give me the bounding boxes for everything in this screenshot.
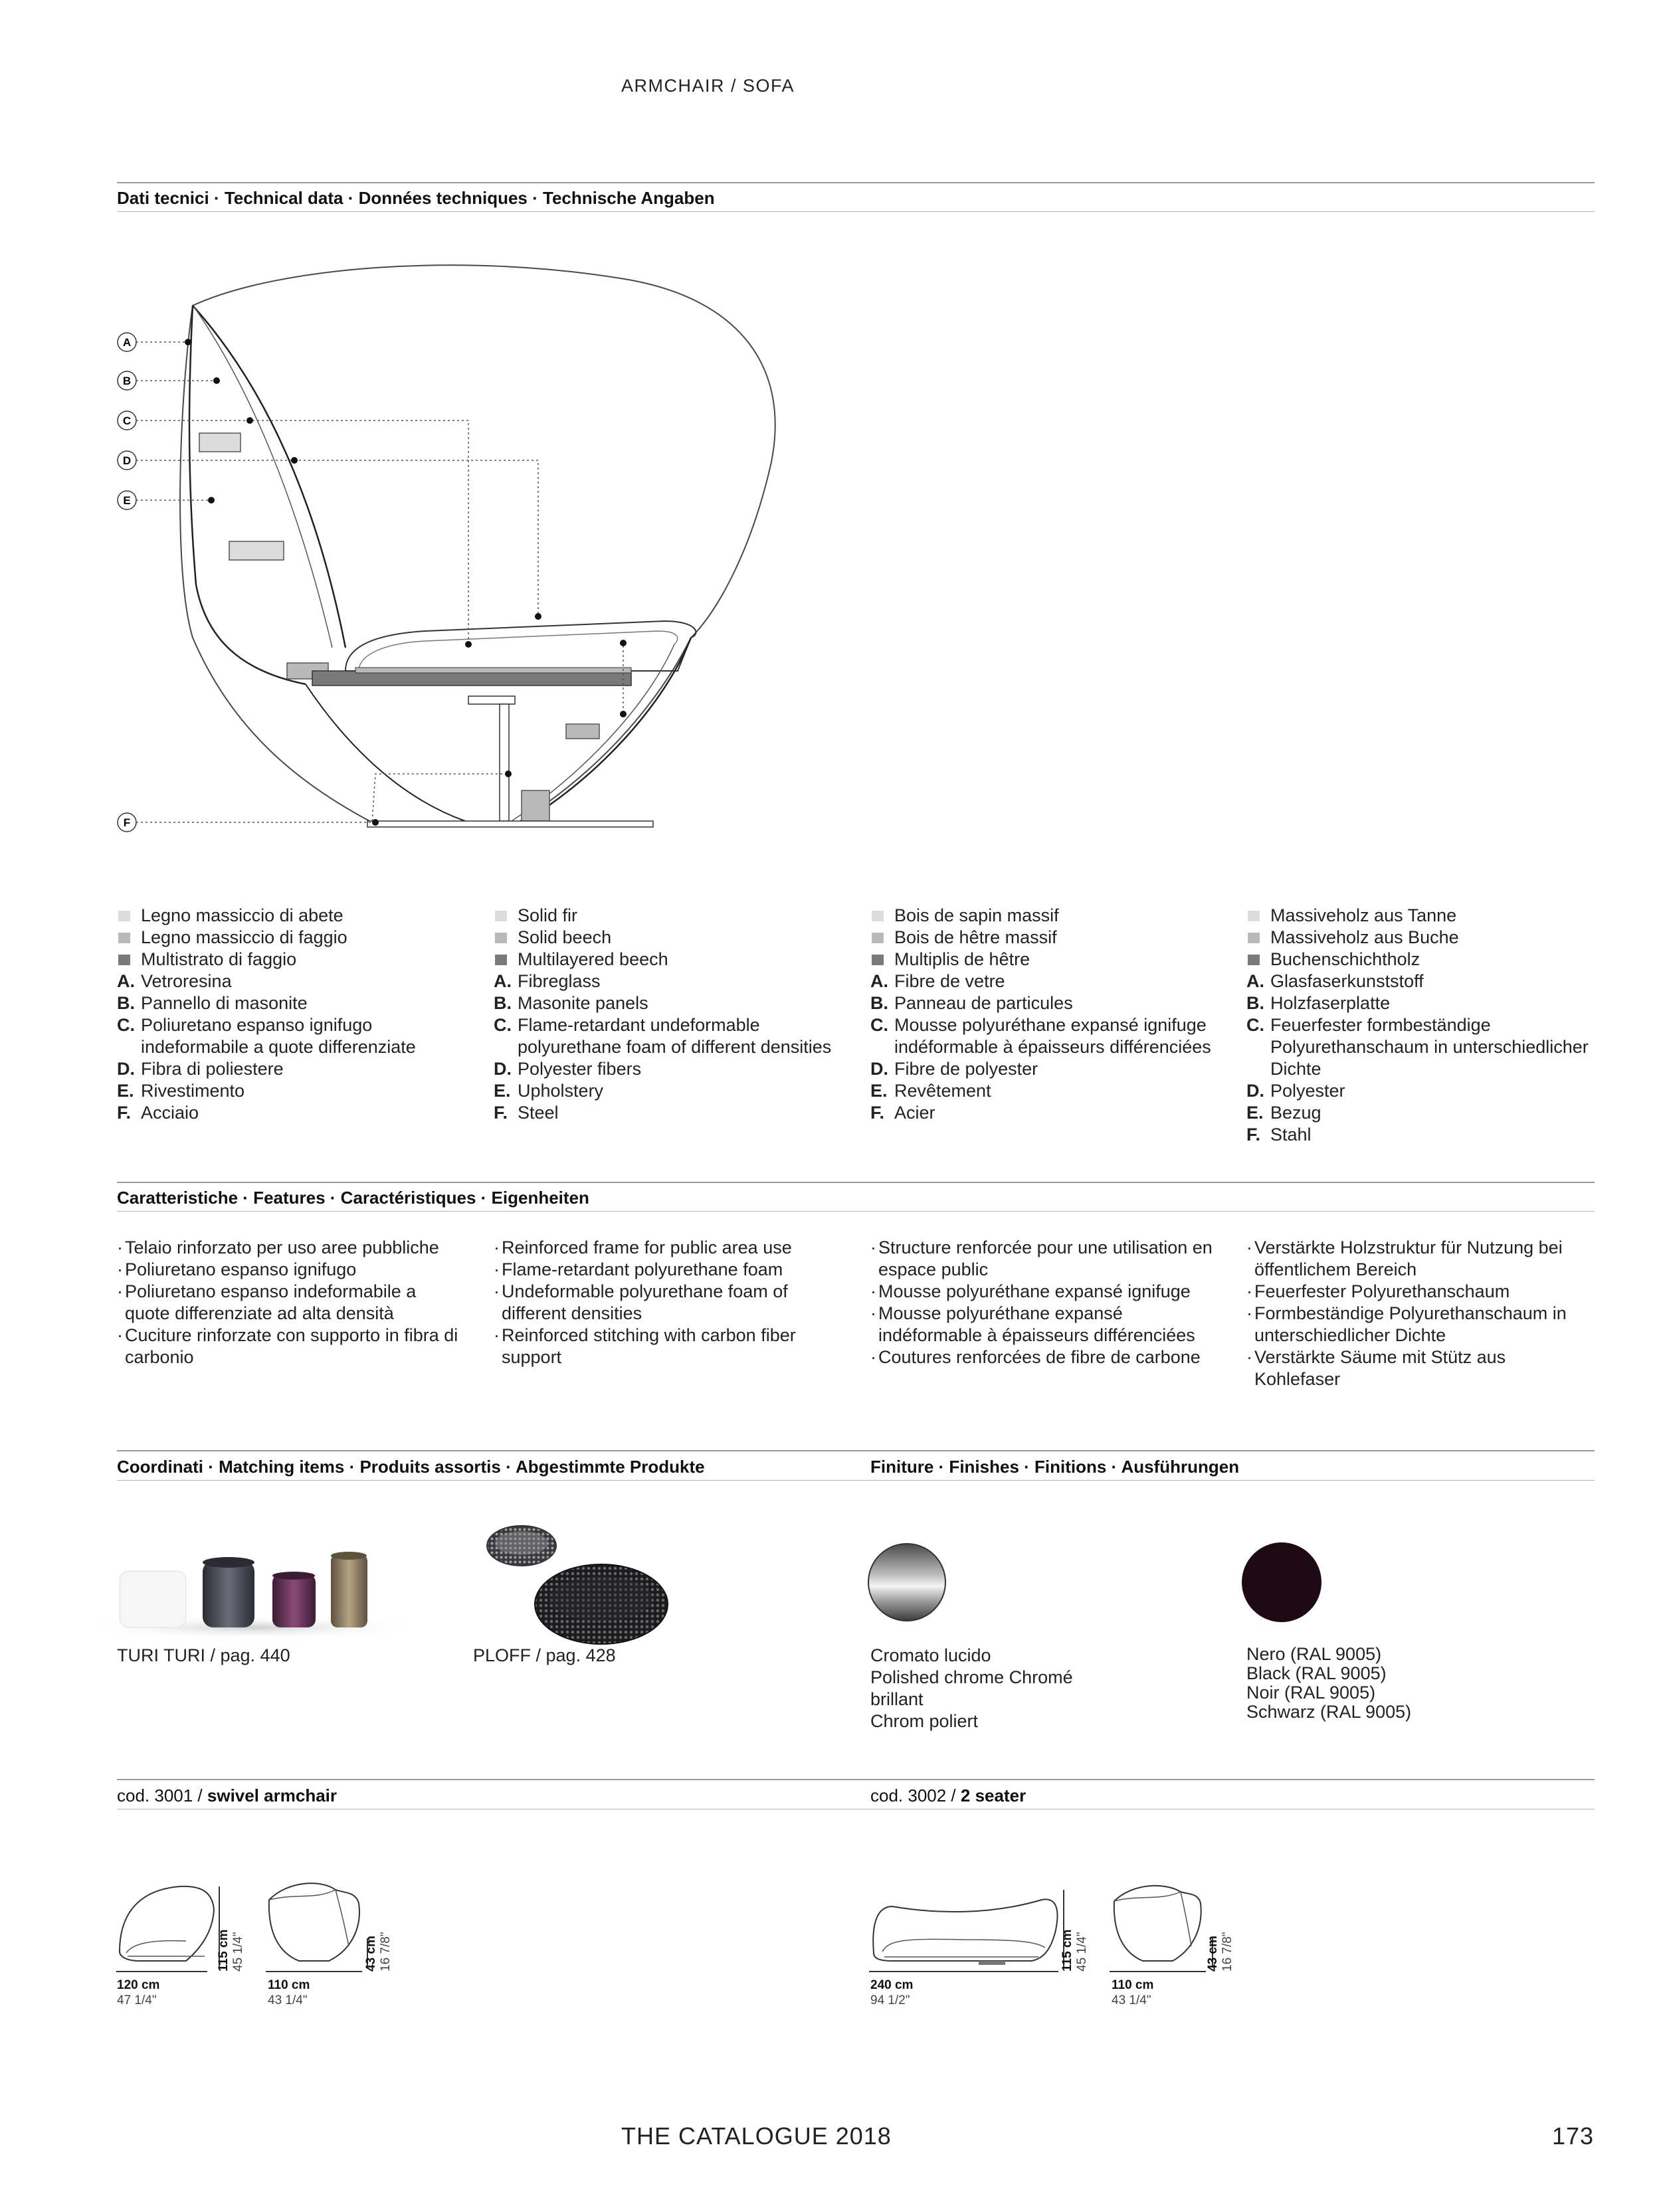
armchair-depth-cm: 110 cm xyxy=(268,1978,310,1992)
chrome-finish-swatch xyxy=(866,1541,952,1627)
rule-bottom-features xyxy=(117,1211,1595,1212)
feature-item: · Poliuretano espanso indeformabile a quote differenziate ad alta densità xyxy=(117,1281,417,1323)
feature-item: · Undeformable polyurethane foam of different densities xyxy=(494,1281,788,1323)
feature-item: · Reinforced stitching with carbon fiber support xyxy=(494,1325,796,1367)
callout-e: E xyxy=(123,494,131,507)
feature-item: · Structure renforcée pour une utilisation en espace public xyxy=(870,1238,1213,1279)
seat-cushion xyxy=(345,621,696,671)
technical-column-en xyxy=(494,905,856,1124)
legend-item: E. Rivestimento xyxy=(117,1081,245,1101)
black-finish-label: Nero (RAL 9005) Black (RAL 9005) Noir (RAL 9005) Schwarz (RAL 9005) xyxy=(1246,1644,1412,1722)
technical-column-it xyxy=(117,905,479,1124)
legend-swatch-item: Buchenschichtholz xyxy=(1246,949,1592,970)
turi-dark-stool xyxy=(203,1561,254,1627)
swatch-light-icon xyxy=(1248,911,1260,921)
feature-item: · Cuciture rinforzate con supporto in fibra di carbonio xyxy=(117,1325,458,1367)
wood-block-1 xyxy=(199,433,241,452)
armchair-height-dim: 115 cm 45 1/4" xyxy=(217,1929,245,1972)
armchair-seat-dim: 43 cm 16 7/8" xyxy=(364,1932,393,1972)
finishes-heading: Finiture · Finishes · Finitions · Ausführungen xyxy=(870,1457,1240,1477)
swatch-dark-icon xyxy=(495,955,507,965)
swatch-light-icon xyxy=(495,911,507,921)
model-code-sofa: cod. 3002 / 2 seater xyxy=(870,1786,1026,1805)
armchair-width-in: 47 1/4" xyxy=(117,1993,157,2007)
turi-purple-stool xyxy=(272,1574,316,1627)
technical-heading: Dati tecnici · Technical data · Données techniques · Technische Angaben xyxy=(117,188,715,208)
legend-swatch-item: Bois de sapin massif xyxy=(870,905,1232,927)
callout-b: B xyxy=(122,375,132,387)
front-block-1 xyxy=(566,724,599,739)
wood-block-2 xyxy=(229,541,284,560)
rule-top-features xyxy=(117,1182,1595,1183)
legend-item: A. Glasfaserkunststoff xyxy=(1246,971,1424,991)
legend-item: C. Feuerfester formbeständige Polyurethanschaum in unterschiedlicher Dichte xyxy=(1246,1015,1589,1079)
page-number: 173 xyxy=(1552,2122,1595,2150)
technical-column-de xyxy=(1246,905,1592,1146)
armchair-side-view xyxy=(262,1873,375,1980)
seat-cushion-inner xyxy=(359,631,678,671)
legend-item: C. Poliuretano espanso ignifugo indeformabile a quote differenziate xyxy=(117,1015,416,1057)
backrest-inner-line xyxy=(193,306,345,648)
legend-item: D. Fibre de polyester xyxy=(870,1059,1038,1079)
armchair-depth-in: 43 1/4" xyxy=(268,1993,308,2007)
armchair-front-view xyxy=(113,1873,226,1980)
features-column-it xyxy=(117,1237,462,1368)
feature-item: · Mousse polyuréthane expansé indéformable à épaisseurs différenciées xyxy=(870,1303,1195,1345)
features-column-de xyxy=(1246,1237,1579,1390)
legend-item: A. Vetroresina xyxy=(117,971,232,991)
armchair-section-drawing xyxy=(0,0,797,857)
feature-item: · Poliuretano espanso ignifugo xyxy=(117,1259,357,1279)
rule-top-matching xyxy=(117,1450,1595,1451)
sofa-depth-in: 43 1/4" xyxy=(1112,1993,1151,2007)
backrest-outer-line xyxy=(189,306,306,684)
sofa-height-dim: 115 cm 45 1/4" xyxy=(1060,1929,1089,1972)
sofa-width-in: 94 1/2" xyxy=(870,1993,910,2007)
matching-heading: Coordinati · Matching items · Produits assortis · Abgestimmte Produkte xyxy=(117,1457,705,1477)
legend-item: A. Fibre de vetre xyxy=(870,971,1005,991)
sofa-front-view xyxy=(866,1873,1065,1980)
legend-swatch-item: Multistrato di faggio xyxy=(117,949,479,970)
turi-turi-caption: TURI TURI / pag. 440 xyxy=(117,1645,290,1665)
legend-item: F. Stahl xyxy=(1246,1125,1312,1145)
legend-item: D. Polyester xyxy=(1246,1081,1345,1101)
feature-item: · Coutures renforcées de fibre de carbone xyxy=(870,1347,1201,1367)
back-shell-lower xyxy=(306,684,465,821)
section-title: ARMCHAIR / SOFA xyxy=(621,76,795,96)
sofa-side-view xyxy=(1106,1873,1219,1980)
ploff-image xyxy=(485,1518,671,1651)
legend-item: B. Pannello di masonite xyxy=(117,993,308,1013)
swivel-plate xyxy=(468,696,515,704)
front-block-2 xyxy=(522,790,549,821)
legend-swatch-item: Multiplis de hêtre xyxy=(870,949,1232,970)
legend-item: D. Fibra di poliestere xyxy=(117,1059,284,1079)
legend-item: B. Masonite panels xyxy=(494,993,648,1013)
sofa-seat-dim: 43 cm 16 7/8" xyxy=(1206,1932,1234,1972)
technical-column-fr xyxy=(870,905,1232,1124)
turi-turi-image xyxy=(80,1534,425,1641)
legend-item: E. Revêtement xyxy=(870,1081,991,1101)
legend-swatch-item: Bois de hêtre massif xyxy=(870,927,1232,949)
feature-item: · Verstärkte Säume mit Stütz aus Kohlefaser xyxy=(1246,1347,1506,1389)
feature-item: · Flame-retardant polyurethane foam xyxy=(494,1259,783,1279)
leader-dots xyxy=(185,339,627,826)
rule-bottom-matching xyxy=(117,1480,1595,1481)
model-code-armchair: cod. 3001 / swivel armchair xyxy=(117,1786,338,1805)
swatch-mid-icon xyxy=(872,933,884,943)
catalogue-title: THE CATALOGUE 2018 xyxy=(621,2122,892,2150)
callout-a: A xyxy=(122,336,132,349)
swatch-mid-icon xyxy=(1248,933,1260,943)
swatch-dark-icon xyxy=(1248,955,1260,965)
legend-item: B. Panneau de particules xyxy=(870,993,1073,1013)
legend-item: C. Flame-retardant undeformable polyurethane foam of different densities xyxy=(494,1015,832,1057)
features-column-en xyxy=(494,1237,839,1368)
legend-swatch-item: Multilayered beech xyxy=(494,949,856,970)
callout-f: F xyxy=(123,816,131,829)
feature-item: · Mousse polyuréthane expansé ignifuge xyxy=(870,1281,1191,1301)
legend-item: E. Upholstery xyxy=(494,1081,604,1101)
legend-swatch-item: Massiveholz aus Tanne xyxy=(1246,905,1592,927)
leader-lines xyxy=(136,342,623,822)
callout-c: C xyxy=(122,415,132,427)
features-column-fr xyxy=(870,1237,1216,1368)
legend-swatch-item: Solid fir xyxy=(494,905,856,927)
legend-item: E. Bezug xyxy=(1246,1103,1321,1123)
black-finish-swatch xyxy=(1240,1541,1327,1627)
swivel-stem xyxy=(500,704,509,821)
feature-item: · Telaio rinforzato per uso aree pubbliche xyxy=(117,1238,439,1257)
callout-labels xyxy=(118,333,136,832)
feature-item: · Verstärkte Holzstruktur für Nutzung bei öffentlichem Bereich xyxy=(1246,1238,1563,1279)
seat-board-top xyxy=(355,668,631,673)
swatch-dark-icon xyxy=(118,955,130,965)
feature-item: · Reinforced frame for public area use xyxy=(494,1238,792,1257)
legend-item: F. Acier xyxy=(870,1103,935,1123)
legend-swatch-item: Legno massiccio di faggio xyxy=(117,927,479,949)
legend-swatch-item: Massiveholz aus Buche xyxy=(1246,927,1592,949)
armchair-width-cm: 120 cm xyxy=(117,1978,160,1992)
base-plate xyxy=(367,821,653,827)
chrome-finish-label: Cromato lucido Polished chrome Chromé brillant Chrom poliert xyxy=(870,1645,1073,1731)
sofa-depth-cm: 110 cm xyxy=(1112,1978,1154,1992)
swatch-mid-icon xyxy=(495,933,507,943)
legend-swatch-item: Solid beech xyxy=(494,927,856,949)
ploff-caption: PLOFF / pag. 428 xyxy=(473,1645,616,1665)
legend-item: B. Holzfaserplatte xyxy=(1246,993,1391,1013)
turi-gold-stool xyxy=(331,1554,367,1627)
sofa-width-cm: 240 cm xyxy=(870,1978,914,1992)
swatch-mid-icon xyxy=(118,933,130,943)
swatch-dark-icon xyxy=(872,955,884,965)
turi-white-stool xyxy=(120,1571,186,1627)
feature-item: · Feuerfester Polyurethanschaum xyxy=(1246,1281,1510,1301)
backrest-mid-line xyxy=(194,307,332,648)
legend-item: F. Steel xyxy=(494,1103,559,1123)
legend-item: D. Polyester fibers xyxy=(494,1059,642,1079)
swatch-light-icon xyxy=(872,911,884,921)
features-heading: Caratteristiche · Features · Caractéristiques · Eigenheiten xyxy=(117,1188,589,1208)
callout-d: D xyxy=(122,454,132,467)
legend-item: C. Mousse polyuréthane expansé ignifuge indéformable à épaisseurs différenciées xyxy=(870,1015,1211,1057)
rule-top-models xyxy=(117,1779,1595,1780)
legend-swatch-item: Legno massiccio di abete xyxy=(117,905,479,927)
feature-item: · Formbeständige Polyurethanschaum in unterschiedlicher Dichte xyxy=(1246,1303,1567,1345)
swatch-light-icon xyxy=(118,911,130,921)
legend-item: A. Fibreglass xyxy=(494,971,601,991)
legend-item: F. Acciaio xyxy=(117,1103,199,1123)
